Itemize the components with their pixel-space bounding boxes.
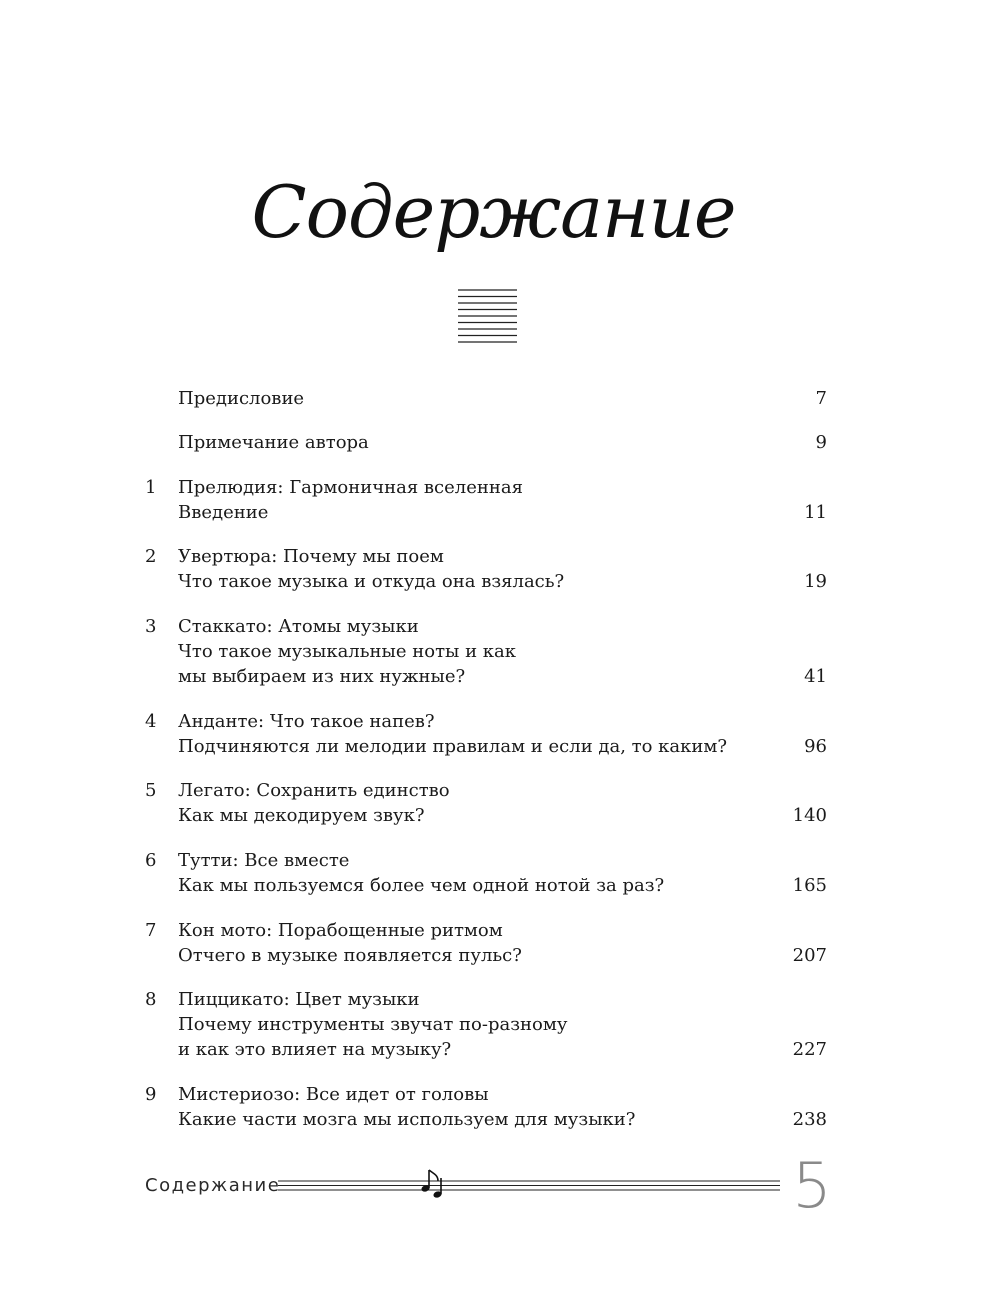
chapter-number: 7 (145, 920, 157, 941)
entry-subtitle: Что такое музыкальные ноты и как (178, 641, 517, 662)
entry-page: 238 (792, 1109, 827, 1130)
entry-page: 227 (792, 1039, 827, 1060)
chapter-number: 9 (145, 1084, 157, 1105)
entry-page: 9 (815, 432, 827, 453)
chapter-number: 6 (145, 850, 157, 871)
music-note-icon (421, 1170, 443, 1199)
entry-title: Кон мото: Порабощенные ритмом (178, 920, 503, 941)
entry-title: Прелюдия: Гармоничная вселенная (178, 477, 523, 498)
page-number: 5 (792, 1149, 832, 1222)
entry-title: Легато: Сохранить единство (178, 780, 450, 801)
entry-title: Стаккато: Атомы музыки (178, 616, 419, 637)
entry-subtitle: Введение (178, 502, 269, 523)
footer-staff-icon (278, 1168, 780, 1202)
entry-title: Предисловие (178, 388, 305, 409)
entry-subtitle: и как это влияет на музыку? (178, 1039, 452, 1060)
entry-title: Примечание автора (178, 432, 369, 453)
entry-page: 7 (815, 388, 827, 409)
entry-page: 140 (792, 805, 827, 826)
entry-subtitle: Какие части мозга мы используем для музыки? (178, 1109, 636, 1130)
running-footer-label: Содержание (145, 1175, 281, 1196)
chapter-number: 1 (145, 477, 157, 498)
entry-subtitle: мы выбираем из них нужные? (178, 666, 466, 687)
chapter-number: 2 (145, 546, 157, 567)
entry-subtitle: Подчиняются ли мелодии правилам и если да, то каким? (178, 736, 728, 757)
chapter-number: 3 (145, 616, 157, 637)
entry-page: 41 (804, 666, 827, 687)
entry-page: 11 (804, 502, 827, 523)
entry-title: Пиццикато: Цвет музыки (178, 989, 420, 1010)
page-title: Содержание (251, 170, 736, 254)
entry-subtitle: Как мы пользуемся более чем одной нотой за раз? (178, 875, 665, 896)
entry-subtitle: Почему инструменты звучат по-разному (178, 1014, 568, 1035)
chapter-number: 5 (145, 780, 157, 801)
chapter-number: 4 (145, 711, 157, 732)
entry-subtitle: Как мы декодируем звук? (178, 805, 425, 826)
entry-page: 19 (804, 571, 827, 592)
staff-lines-icon (458, 289, 517, 343)
entry-title: Тутти: Все вместе (178, 850, 350, 871)
entry-page: 207 (792, 945, 827, 966)
chapter-number: 8 (145, 989, 157, 1010)
entry-title: Анданте: Что такое напев? (178, 711, 435, 732)
entry-page: 96 (804, 736, 827, 757)
entry-title: Мистериозо: Все идет от головы (178, 1084, 489, 1105)
entry-subtitle: Отчего в музыке появляется пульс? (178, 945, 522, 966)
entry-page: 165 (792, 875, 827, 896)
entry-subtitle: Что такое музыка и откуда она взялась? (178, 571, 565, 592)
entry-title: Увертюра: Почему мы поем (178, 546, 444, 567)
